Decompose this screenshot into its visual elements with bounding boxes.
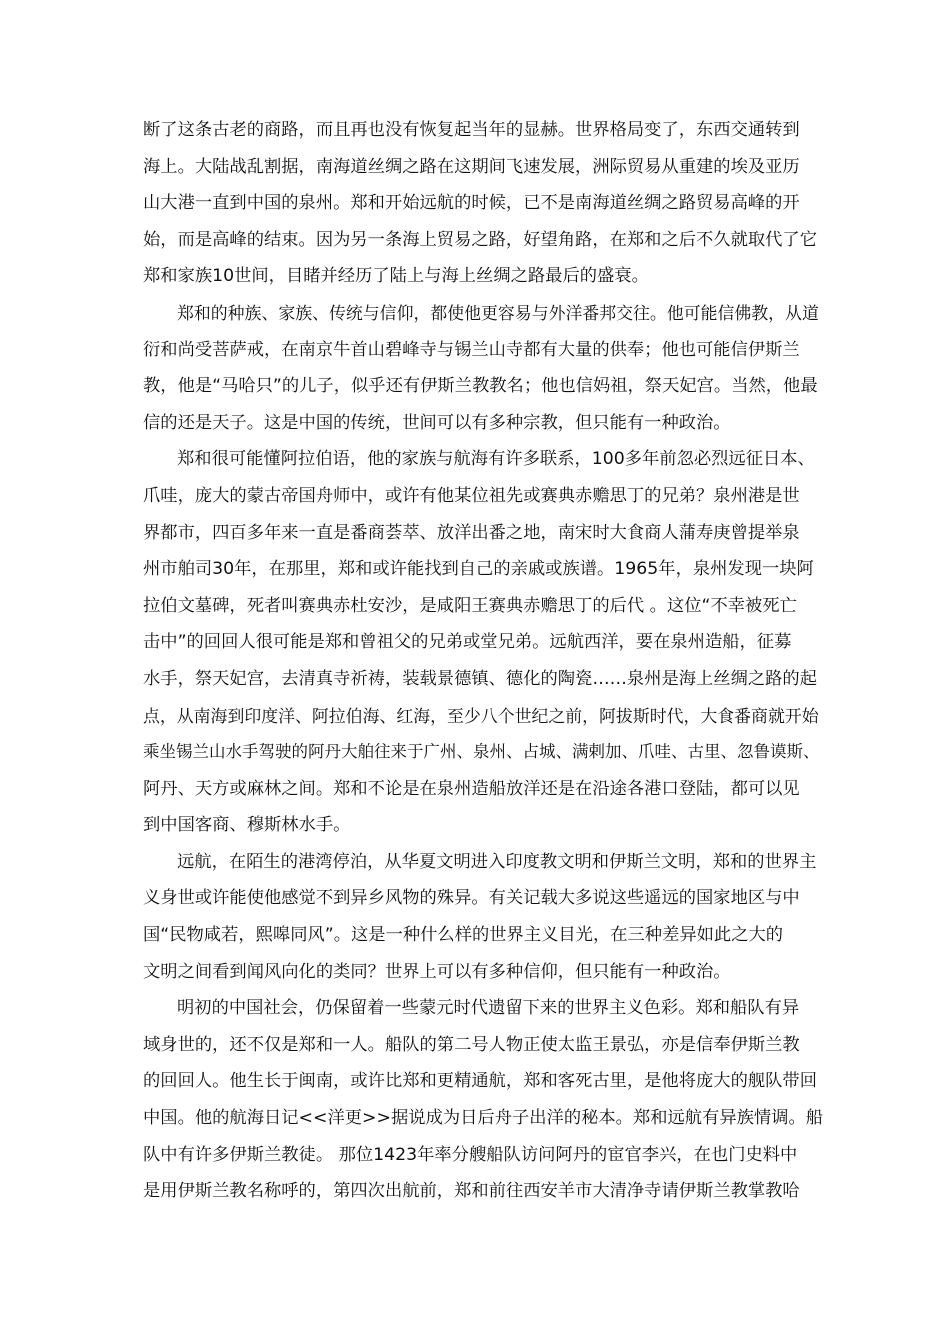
text-line: 文明之间看到闻风向化的类同？世界上可以有多种信仰，但只能有一种政治。 (143, 961, 731, 982)
text-line: 海上。大陆战乱割据，南海道丝绸之路在这期间飞速发展，洲际贸易从重建的埃及亚历 (143, 156, 800, 177)
text-line: 郑和的种族、家族、传统与信仰，都使他更容易与外洋番邦交往。他可能信佛教，从道 (177, 302, 819, 323)
text-line: 击中”的回回人很可能是郑和曾祖父的兄弟或堂兄弟。远航西洋，要在泉州造船，征募 (143, 632, 792, 653)
text-line: 信的还是天子。这是中国的传统，世间可以有多种宗教，但只能有一种政治。 (143, 412, 731, 433)
text-line: 水手，祭天妃宫，去清真寺祈祷，装载景德镇、德化的陶瓷……泉州是海上丝绸之路的起 (143, 668, 817, 689)
text-line: 郑和家族10世间，目睹并经历了陆上与海上丝绸之路最后的盛衰。 (143, 266, 649, 287)
text-line: 教，他是“马哈只”的儿子，似乎还有伊斯兰教教名；他也信妈祖，祭天妃宫。当然，他最 (143, 376, 818, 397)
text-line: 明初的中国社会，仍保留着一些蒙元时代遗留下来的世界主义色彩。郑和船队有异 (177, 998, 800, 1019)
text-line: 乘坐锡兰山水手驾驶的阿丹大舶往来于广州、泉州、占城、满剌加、爪哇、古里、忽鲁谟斯、 (143, 742, 820, 762)
text-line: 郑和很可能懂阿拉伯语，他的家族与航海有许多联系，100多年前忽必烈远征日本、 (177, 449, 815, 470)
text-line: 远航，在陌生的港湾停泊，从华夏文明进入印度教文明和伊斯兰文明，郑和的世界主 (177, 851, 817, 872)
text-line: 到中国客商、穆斯林水手。 (143, 815, 351, 836)
text-line: 是用伊斯兰教名称呼的，第四次出航前，郑和前往西安羊市大清净寺请伊斯兰教掌教哈 (143, 1181, 800, 1202)
text-line: 义身世或许能使他感觉不到异乡风物的殊异。有关记载大多说这些遥远的国家地区与中 (143, 888, 800, 909)
text-line: 衍和尚受菩萨戒，在南京牛首山碧峰寺与锡兰山寺都有大量的供奉；他也可能信伊斯兰 (143, 339, 800, 360)
text-line: 界都市，四百多年来一直是番商荟萃、放洋出番之地，南宋时大食商人蒲寿庚曾提举泉 (143, 522, 800, 543)
text-line: 州市舶司30年，在那里，郑和或许能找到自己的亲戚或族谱。1965年，泉州发现一块阿 (143, 559, 814, 580)
text-line: 爪哇，庞大的蒙古帝国舟师中，或许有他某位祖先或赛典赤赡思丁的兄弟？泉州港是世 (143, 485, 800, 506)
text-line: 阿丹、天方或麻林之间。郑和不论是在泉州造船放洋还是在沿途各港口登陆，都可以见 (143, 778, 800, 799)
text-line: 域身世的，还不仅是郑和一人。船队的第二号人物正使太监王景弘，亦是信奉伊斯兰教 (143, 1034, 800, 1055)
text-line: 点，从南海到印度洋、阿拉伯海、红海，至少八个世纪之前，阿拔斯时代，大食番商就开始 (143, 705, 819, 726)
text-line: 队中有许多伊斯兰教徒。 那位1423年率分艘船队访问阿丹的宦官李兴，在也门史料中 (143, 1144, 798, 1165)
text-line: 中国。他的航海日记<<洋更>>据说成为日后舟子出洋的秘本。郑和远航有异族情调。船 (143, 1108, 824, 1129)
text-line: 的回回人。他生长于闽南，或许比郑和更精通航，郑和客死古里，是他将庞大的舰队带回 (143, 1071, 817, 1092)
text-line: 始，而是高峰的结束。因为另一条海上贸易之路，好望角路，在郑和之后不久就取代了它 (143, 229, 817, 250)
text-line: 山大港一直到中国的泉州。郑和开始远航的时候，已不是南海道丝绸之路贸易高峰的开 (143, 193, 800, 214)
body-text (143, 112, 823, 1210)
text-line: 国“民物咸若，熙嗥同风”。这是一种什么样的世界主义目光，在三种差异如此之大的 (143, 925, 784, 946)
text-line: 断了这条古老的商路，而且再也没有恢复起当年的显赫。世界格局变了，东西交通转到 (143, 120, 800, 140)
text-line: 拉伯文墓碑，死者叫赛典赤杜安沙，是咸阳王赛典赤赡思丁的后代 。这位“不幸被死亡 (143, 595, 797, 616)
